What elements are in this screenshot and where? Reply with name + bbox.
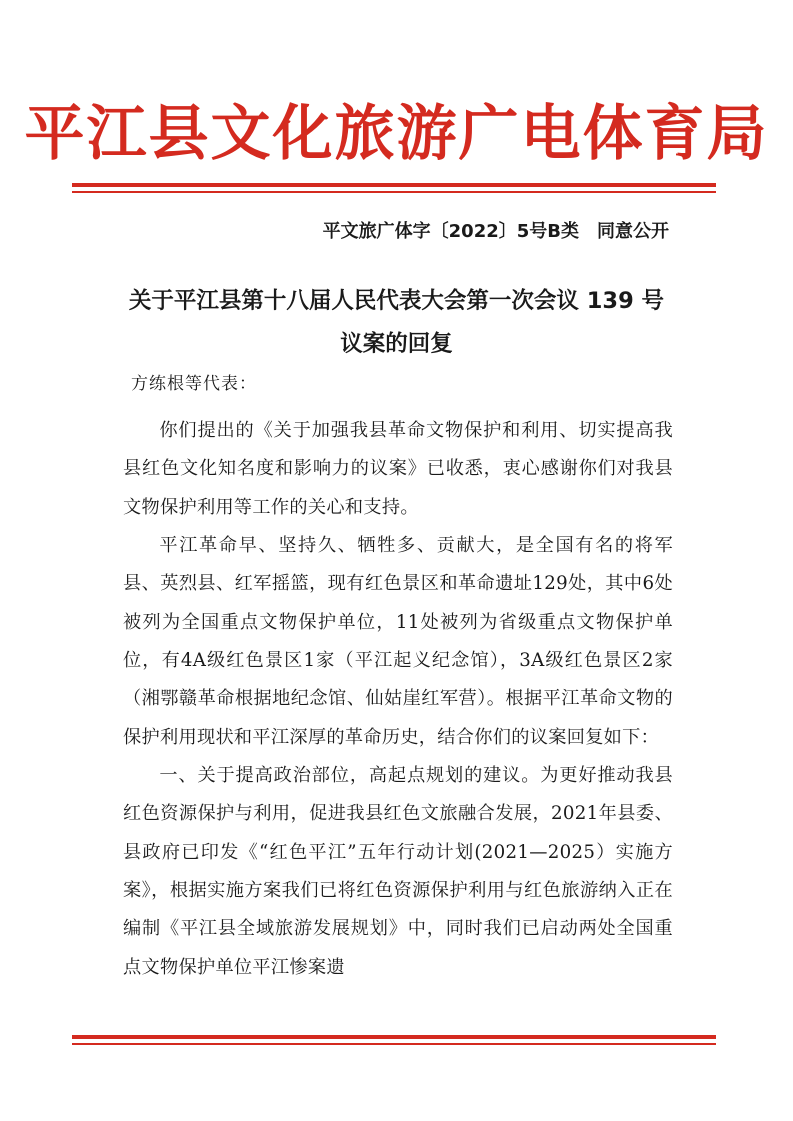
document-title-line-2: 议案的回复 bbox=[340, 331, 453, 357]
document-number-line bbox=[323, 218, 669, 246]
document-title-line-1: 关于平江县第十八届人民代表大会第一次会议 139 号 bbox=[128, 288, 665, 314]
footer-divider-thin bbox=[72, 1043, 716, 1045]
body-paragraph: 你们提出的《关于加强我县革命文物保护和利用、切实提高我县红色文化知名度和影响力的议案》已收悉，衷心感谢你们对我县文物保护利用等工作的关心和支持。 bbox=[123, 420, 673, 518]
salutation: 方练根等代表： bbox=[131, 374, 257, 394]
letterhead-title: 平江县文化旅游广电体育局 bbox=[24, 99, 769, 169]
document-number: 平文旅广体字〔2022〕5号B类 bbox=[322, 221, 579, 242]
footer-divider-thick bbox=[72, 1035, 716, 1039]
body-paragraph: 一、关于提高政治部位，高起点规划的建议。为更好推动我县红色资源保护与利用，促进我县红色文旅融合发展，2021年县委、县政府已印发《“红色平江”五年行动计划(2021—2025）实施方案》，根据实施方案我们已将红色资源保护利用与红色旅游纳入正在编制《平江县全域旅游发展规划》中，同时我们已启动两处全国重点文物保护单位平江惨案遗 bbox=[123, 765, 673, 978]
letterhead-divider-thick bbox=[72, 183, 716, 187]
disclosure-status: 同意公开 bbox=[597, 221, 669, 242]
document-body bbox=[123, 412, 673, 987]
letterhead-divider-thin bbox=[72, 191, 716, 193]
body-paragraph: 平江革命早、坚持久、牺牲多、贡献大，是全国有名的将军县、英烈县、红军摇篮，现有红色景区和革命遗址129处，其中6处被列为全国重点文物保护单位，11处被列为省级重点文物保护单位，有4A级红色景区1家（平江起义纪念馆），3A级红色景区2家（湘鄂赣革命根据地纪念馆、仙姑崖红军营）。根据平江革命文物的保护利用现状和平江深厚的革命历史，结合你们的议案回复如下： bbox=[123, 535, 673, 748]
